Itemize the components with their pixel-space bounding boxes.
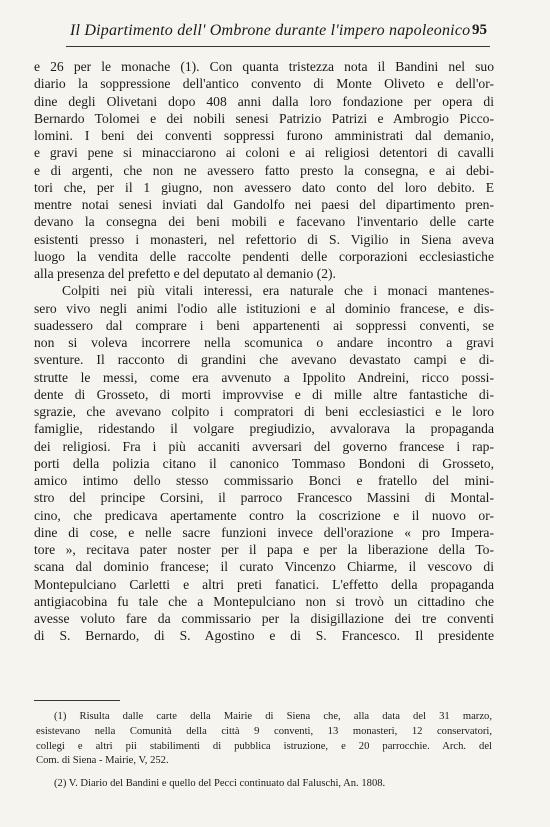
text-line: avesse voluto fare da commissario per la disigillazione dei tre conventi [34, 611, 494, 626]
footnote-line: esistevano nella Comunità della città 9 conventi, 13 monasteri, 12 conservatori, [36, 725, 492, 737]
footnote-line: (2) V. Diario del Bandini e quello del Pecci continuato dal Faluschi, An. 1808. [54, 778, 386, 790]
page-number: 95 [472, 22, 487, 38]
text-line: devano la consegna dei beni mobili e facevano l'inventario delle carte [34, 214, 494, 230]
text-line: sgrazie, che avevano colpito i compratori di beni ecclesiastici e le loro [34, 404, 494, 419]
text-line: luogo la vendita delle raccolte pendenti delle corporazioni ecclesiastiche [34, 248, 494, 264]
footnote-line: Com. di Siena - Mairie, V, 252. [36, 755, 169, 767]
text-line: dente di Grosseto, di morti improvvise e di mille altre fantastiche di- [34, 386, 494, 402]
footnote-line: (1) Risulta dalle carte della Mairie di Siena che, alla data del 31 marzo, [54, 711, 492, 722]
text-line: amico intimo dello stesso commissario Bonci e fratello del mini- [34, 473, 494, 488]
paragraph-start-line: Colpiti nei più vitali interessi, era naturale che i monaci mantenes- [62, 283, 494, 299]
text-line: porti della polizia citano il canonico Tommaso Bondoni di Grosseto, [34, 455, 494, 471]
footnotes-block [36, 710, 492, 792]
footnote-rule [34, 700, 120, 701]
text-line: scana dal dominio francese; il curato Vincenzo Chiarme, il vescovo di [34, 559, 494, 575]
text-line: sero vivo negli animi l'odio alle istituzioni e al dominio francese, e dis- [34, 300, 494, 316]
text-line: lomini. I beni dei conventi soppressi furono amministrati dal demanio, [34, 128, 494, 143]
footnote-spacer [36, 769, 492, 777]
text-line: suadessero dal comprare i beni appartenenti ai soppressi conventi, se [34, 317, 494, 333]
running-head-title: Il Dipartimento dell' Ombrone durante l'impero napoleonico [70, 22, 471, 39]
text-line: antigiacobina fu tale che a Montepulciano non si trovò un cittadino che [34, 593, 494, 609]
text-line: stro del principe Corsini, il parroco Francesco Massini di Montal- [34, 490, 494, 506]
footnote-line: collegi e altri pii stabilimenti di pubblica istruzione, e 20 parrocchie. Arch. del [36, 740, 492, 752]
text-line: tore », recitava pater noster per il papa e per la liberazione della To- [34, 542, 494, 557]
text-line: strutte le messi, come era avvenuto a Ippolito Andreini, ricco possi- [34, 369, 494, 385]
text-line: e di argenti, che non ne avessero fatto presto la consegna, e ai debi- [34, 162, 494, 178]
text-line: sventure. Il racconto di grandini che avevano devastato campi e di- [34, 352, 494, 368]
text-line: tori che, per il 1 giugno, non avessero dato conto del loro debito. E [34, 179, 494, 195]
text-line: e 26 per le monache (1). Con quanta tristezza nota il Bandini nel suo [34, 59, 494, 74]
text-line: cino, che predicava apertamente contro la coscrizione e il nuovo or- [34, 507, 494, 523]
text-line: dine di cose, e nelle sacre funzioni invece dell'orazione « pro Impera- [34, 524, 494, 540]
text-line: Montepulciano Carletti e altri preti fanatici. L'effetto della propaganda [34, 576, 494, 592]
text-line: diario la soppressione dell'antico convento di Monte Oliveto e dell'or- [34, 76, 494, 92]
text-line: alla presenza del prefetto e del deputato al demanio (2). [34, 266, 336, 281]
text-line: Bernardo Tolomei e dei nobili senesi Patrizio Patrizi e Ambrogio Picco- [34, 110, 494, 126]
text-line: e gravi pene si minacciarono ai coloni e ai religiosi detentori di cavalli [34, 145, 494, 161]
text-line: non si voleva incorrere nella scomunica o andare incontro a gravi [34, 335, 494, 350]
text-line: dei religiosi. Fra i più accaniti avversari del governo francese i rap- [34, 438, 494, 454]
main-text-block [34, 58, 494, 645]
text-line: dine degli Olivetani dopo 408 anni dalla loro fondazione per opera di [34, 93, 494, 109]
header-rule [66, 46, 490, 47]
text-line: di S. Bernardo, di S. Agostino e di S. Francesco. Il presidente [34, 628, 494, 644]
text-line: esistenti presso i monasteri, nel refettorio di S. Vigilio in Siena aveva [34, 231, 494, 247]
text-line: mentre notai senesi inviati dal Gandolfo nei paesi del dipartimento pren- [34, 197, 494, 212]
text-line: famiglie, ridestando il volgare pregiudizio, avvalorava la propaganda [34, 421, 494, 437]
